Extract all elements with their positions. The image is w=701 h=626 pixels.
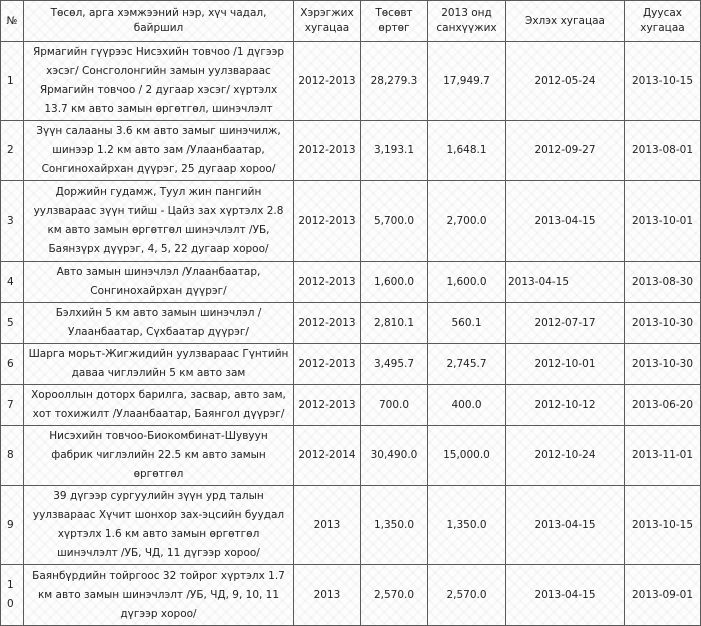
table-row [1, 262, 701, 303]
table-row [1, 42, 701, 121]
header-funding-2013: 2013 онд санхүүжих [428, 1, 506, 42]
table-row [1, 181, 701, 262]
budget-cost: 5,700.0 [361, 181, 428, 262]
funding-2013: 560.1 [428, 303, 506, 344]
table-row [1, 303, 701, 344]
header-cost: Төсөвт өртөг [361, 1, 428, 42]
row-number: 1 [1, 42, 24, 121]
start-date: 2013-04-15 [506, 262, 625, 303]
implementation-period: 2013 [294, 565, 361, 626]
implementation-period: 2012-2013 [294, 181, 361, 262]
end-date: 2013-08-30 [625, 262, 701, 303]
header-project: Төсөл, арга хэмжээний нэр, хүч чадал, байршил [24, 1, 294, 42]
start-date: 2012-09-27 [506, 121, 625, 181]
start-date: 2013-04-15 [506, 486, 625, 565]
end-date: 2013-10-15 [625, 42, 701, 121]
start-date: 2012-10-12 [506, 385, 625, 426]
implementation-period: 2013 [294, 486, 361, 565]
end-date: 2013-08-01 [625, 121, 701, 181]
end-date: 2013-06-20 [625, 385, 701, 426]
implementation-period: 2012-2013 [294, 42, 361, 121]
row-number: 10 [1, 565, 24, 626]
row-number: 5 [1, 303, 24, 344]
implementation-period: 2012-2014 [294, 426, 361, 486]
table-row [1, 565, 701, 626]
implementation-period: 2012-2013 [294, 262, 361, 303]
start-date: 2012-10-01 [506, 344, 625, 385]
table-row [1, 486, 701, 565]
implementation-period: 2012-2013 [294, 385, 361, 426]
row-number: 7 [1, 385, 24, 426]
end-date: 2013-11-01 [625, 426, 701, 486]
row-number: 6 [1, 344, 24, 385]
header-row [1, 1, 701, 42]
start-date: 2012-07-17 [506, 303, 625, 344]
funding-2013: 1,600.0 [428, 262, 506, 303]
budget-cost: 1,350.0 [361, 486, 428, 565]
project-description: Баянбүрдийн тойргоос 32 тойрог хүртэлх 1.7 км авто замын шинэчлэлт /УБ, ЧД, 9, 10, 11 дүгээр хороо/ [24, 565, 294, 626]
table-row [1, 426, 701, 486]
funding-2013: 17,949.7 [428, 42, 506, 121]
budget-cost: 30,490.0 [361, 426, 428, 486]
project-description: Зүүн салааны 3.6 км авто замыг шинэчилж, шинээр 1.2 км авто зам /Улаанбаатар, Сонгинохайрхан дүүрэг, 25 дугаар хороо/ [24, 121, 294, 181]
budget-cost: 1,600.0 [361, 262, 428, 303]
header-no: № [1, 1, 24, 42]
funding-2013: 2,745.7 [428, 344, 506, 385]
start-date: 2012-05-24 [506, 42, 625, 121]
end-date: 2013-10-15 [625, 486, 701, 565]
funding-2013: 400.0 [428, 385, 506, 426]
end-date: 2013-09-01 [625, 565, 701, 626]
budget-cost: 28,279.3 [361, 42, 428, 121]
end-date: 2013-10-30 [625, 303, 701, 344]
funding-2013: 1,350.0 [428, 486, 506, 565]
funding-2013: 15,000.0 [428, 426, 506, 486]
row-number: 8 [1, 426, 24, 486]
implementation-period: 2012-2013 [294, 303, 361, 344]
funding-2013: 1,648.1 [428, 121, 506, 181]
start-date: 2013-04-15 [506, 181, 625, 262]
header-period: Хэрэгжих хугацаа [294, 1, 361, 42]
start-date: 2013-04-15 [506, 565, 625, 626]
implementation-period: 2012-2013 [294, 344, 361, 385]
budget-cost: 2,810.1 [361, 303, 428, 344]
end-date: 2013-10-01 [625, 181, 701, 262]
table-row [1, 344, 701, 385]
project-description: Хорооллын доторх барилга, засвар, авто зам, хот тохижилт /Улаанбаатар, Баянгол дүүрэг/ [24, 385, 294, 426]
budget-cost: 3,495.7 [361, 344, 428, 385]
budget-cost: 700.0 [361, 385, 428, 426]
project-description: Бэлхийн 5 км авто замын шинэчлэл /Улаанбаатар, Сүхбаатар дүүрэг/ [24, 303, 294, 344]
project-description: Авто замын шинэчлэл /Улаанбаатар, Сонгинохайрхан дүүрэг/ [24, 262, 294, 303]
row-number: 3 [1, 181, 24, 262]
start-date: 2012-10-24 [506, 426, 625, 486]
row-number: 9 [1, 486, 24, 565]
implementation-period: 2012-2013 [294, 121, 361, 181]
funding-2013: 2,570.0 [428, 565, 506, 626]
funding-2013: 2,700.0 [428, 181, 506, 262]
row-number: 2 [1, 121, 24, 181]
row-number: 4 [1, 262, 24, 303]
project-description: Ярмагийн гүүрээс Нисэхийн товчоо /1 дүгээр хэсэг/ Сонсголонгийн замын уулзвараас Ярмагийн товчоо / 2 дугаар хэсэг/ хүртэлх 13.7 км авто замын өргөтгөл, шинэчлэлт [24, 42, 294, 121]
budget-cost: 3,193.1 [361, 121, 428, 181]
end-date: 2013-10-30 [625, 344, 701, 385]
header-end: Дуусах хугацаа [625, 1, 701, 42]
table-row [1, 121, 701, 181]
project-description: Доржийн гудамж, Туул жин пангийн уулзвараас зүүн тийш - Цайз зах хүртэлх 2.8 км авто замын өргөтгөл шинэчлэлт /УБ, Баянзүрх дүүрэг, 4, 5, 22 дугаар хороо/ [24, 181, 294, 262]
project-description: Нисэхийн товчоо-Биокомбинат-Шувуун фабрик чиглэлийн 22.5 км авто замын өргөтгөл [24, 426, 294, 486]
budget-cost: 2,570.0 [361, 565, 428, 626]
header-start: Эхлэх хугацаа [506, 1, 625, 42]
project-description: Шарга морьт-Жигжидийн уулзвараас Гүнтийн даваа чиглэлийн 5 км авто зам [24, 344, 294, 385]
project-description: 39 дүгээр сургуулийн зүүн урд талын уулзвараас Хүчит шонхор зах-эцсийн буудал хүртэлх 1.6 км авто замын өргөтгөл шинэчлэлт /УБ, ЧД, 11 дүгээр хороо/ [24, 486, 294, 565]
table-row [1, 385, 701, 426]
